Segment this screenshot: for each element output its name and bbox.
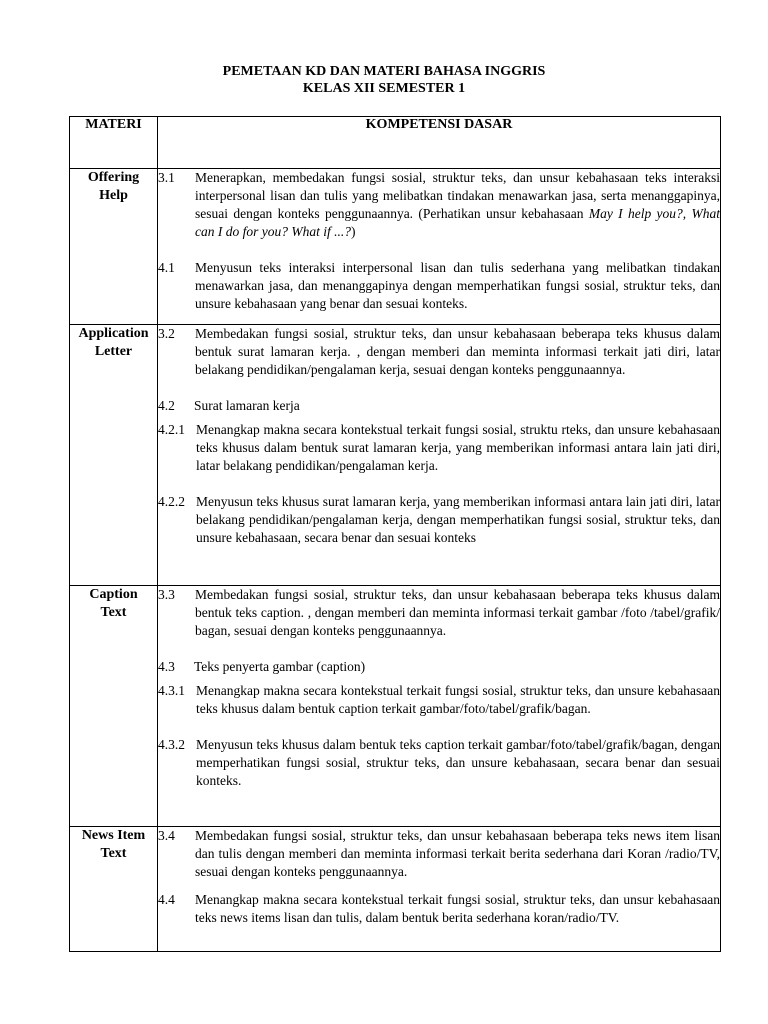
kd-text: Membedakan fungsi sosial, struktur teks, dan unsur kebahasaan beberapa teks khusus dalam bentuk teks caption. , dengan memberi dan meminta informasi terkait gambar /foto /tabel/grafik/ bagan, sesuai dengan konteks penggunaannya. (195, 587, 720, 638)
kd-text: Menerapkan, membedakan fungsi sosial, struktur teks, dan unsur kebahasaan teks interaksi interpersonal lisan dan tulis yang melibatkan tindakan menawarkan jasa, serta menanggapinya, sesuai dengan konteks penggunaannya. (Perhatikan unsur kebahasaan (195, 170, 720, 221)
table-row (70, 325, 721, 586)
materi-label-line2: Help (99, 188, 128, 203)
kd-text: Teks penyerta gambar (caption) (194, 659, 366, 674)
kd-text-end: ) (350, 224, 356, 239)
kd-text: Membedakan fungsi sosial, struktur teks, dan unsur kebahasaan beberapa teks news item lisan dan tulis dengan memberi dan meminta informasi terkait berita sederhana dari Koran /radio/TV, sesuai dengan konteks penggunaannya. (195, 828, 720, 879)
kd-item (158, 325, 720, 379)
kd-item (158, 397, 720, 415)
kd-item (158, 891, 720, 927)
title-line-2: KELAS XII SEMESTER 1 (302, 81, 466, 96)
kd-text-italic: May I help you?, What can I do for you? What if ...? (195, 206, 720, 239)
kd-cell (158, 169, 721, 325)
kd-item (158, 259, 720, 313)
materi-cell (70, 827, 158, 952)
kd-number: 4.3.1 (158, 683, 185, 698)
kd-item (158, 682, 720, 718)
kd-number: 4.4 (158, 892, 175, 907)
header-kompetensi-dasar: KOMPETENSI DASAR (158, 117, 721, 169)
kd-item (158, 421, 720, 475)
materi-cell (70, 325, 158, 586)
kd-text: Surat lamaran kerja (194, 398, 300, 413)
kd-number: 3.4 (158, 828, 175, 843)
kd-mapping-table (69, 116, 721, 952)
kd-item (158, 586, 720, 640)
kd-text: Menyusun teks khusus surat lamaran kerja, yang memberikan informasi antara lain jati diri, latar belakang pendidikan/pengalaman kerja, dengan memperhatikan fungsi sosial, struktur teks, dan unsure kebahasaan, secara benar dan sesuai konteks (196, 494, 720, 545)
kd-text: Menyusun teks khusus dalam bentuk teks caption terkait gambar/foto/tabel/grafik/bagan, dengan memperhatikan fungsi sosial, struktur teks, dan unsure kebahasaan, secara benar dan sesuai konteks. (196, 737, 720, 788)
kd-number: 4.1 (158, 260, 175, 275)
kd-text: Membedakan fungsi sosial, struktur teks, dan unsur kebahasaan beberapa teks khusus dalam bentuk surat lamaran kerja. , dengan memberi dan meminta informasi terkait jati diri, latar belakang pendidikan/pengalaman kerja, sesuai dengan konteks penggunaannya. (195, 326, 720, 377)
kd-number: 4.2.1 (158, 422, 185, 437)
title-line-1: PEMETAAN KD DAN MATERI BAHASA INGGRIS (222, 64, 546, 79)
materi-label-line1: Caption (89, 587, 138, 602)
materi-cell (70, 586, 158, 827)
kd-item (158, 493, 720, 547)
kd-number: 3.1 (158, 170, 175, 185)
kd-number: 4.3 (158, 659, 175, 674)
kd-number: 4.3.2 (158, 737, 185, 752)
kd-number: 3.2 (158, 326, 175, 341)
materi-label-line1: Application (78, 326, 149, 341)
table-row (70, 827, 721, 952)
kd-number: 4.2.2 (158, 494, 185, 509)
header-materi: MATERI (70, 117, 158, 169)
kd-item (158, 736, 720, 790)
table-row (70, 586, 721, 827)
materi-label-line2: Text (100, 605, 127, 620)
document-title (0, 63, 768, 97)
kd-item (158, 658, 720, 676)
kd-item (158, 827, 720, 881)
kd-item (158, 169, 720, 241)
kd-text: Menangkap makna secara kontekstual terkait fungsi sosial, struktur teks, dan unsur kebahasaan teks news items lisan dan tulis, dalam bentuk berita sederhana koran/radio/TV. (195, 892, 720, 925)
materi-cell (70, 169, 158, 325)
materi-label-line1: News Item (81, 828, 146, 843)
materi-label-line1: Offering (87, 170, 140, 185)
kd-cell (158, 325, 721, 586)
materi-label-line2: Letter (94, 344, 133, 359)
table-row (70, 169, 721, 325)
kd-cell (158, 586, 721, 827)
kd-number: 4.2 (158, 398, 175, 413)
kd-cell (158, 827, 721, 952)
materi-label-line2: Text (100, 846, 127, 861)
kd-text: Menangkap makna secara kontekstual terkait fungsi sosial, struktu rteks, dan unsure kebahasaan teks khusus dalam bentuk surat lamaran kerja, yang memberikan informasi antara lain jati diri, latar belakang pendidikan/pengalaman kerja. (196, 422, 720, 473)
kd-text: Menyusun teks interaksi interpersonal lisan dan tulis sederhana yang melibatkan tindakan menawarkan jasa, dan menanggapinya dengan memperhatikan fungsi sosial, struktur teks, dan unsure kebahasaan yang benar dan sesuai konteks. (195, 260, 720, 311)
kd-number: 3.3 (158, 587, 175, 602)
table-header-row (70, 117, 721, 169)
kd-text: Menangkap makna secara kontekstual terkait fungsi sosial, struktur teks, dan unsure kebahasaan teks khusus dalam bentuk caption terkait gambar/foto/tabel/grafik/bagan. (196, 683, 720, 716)
